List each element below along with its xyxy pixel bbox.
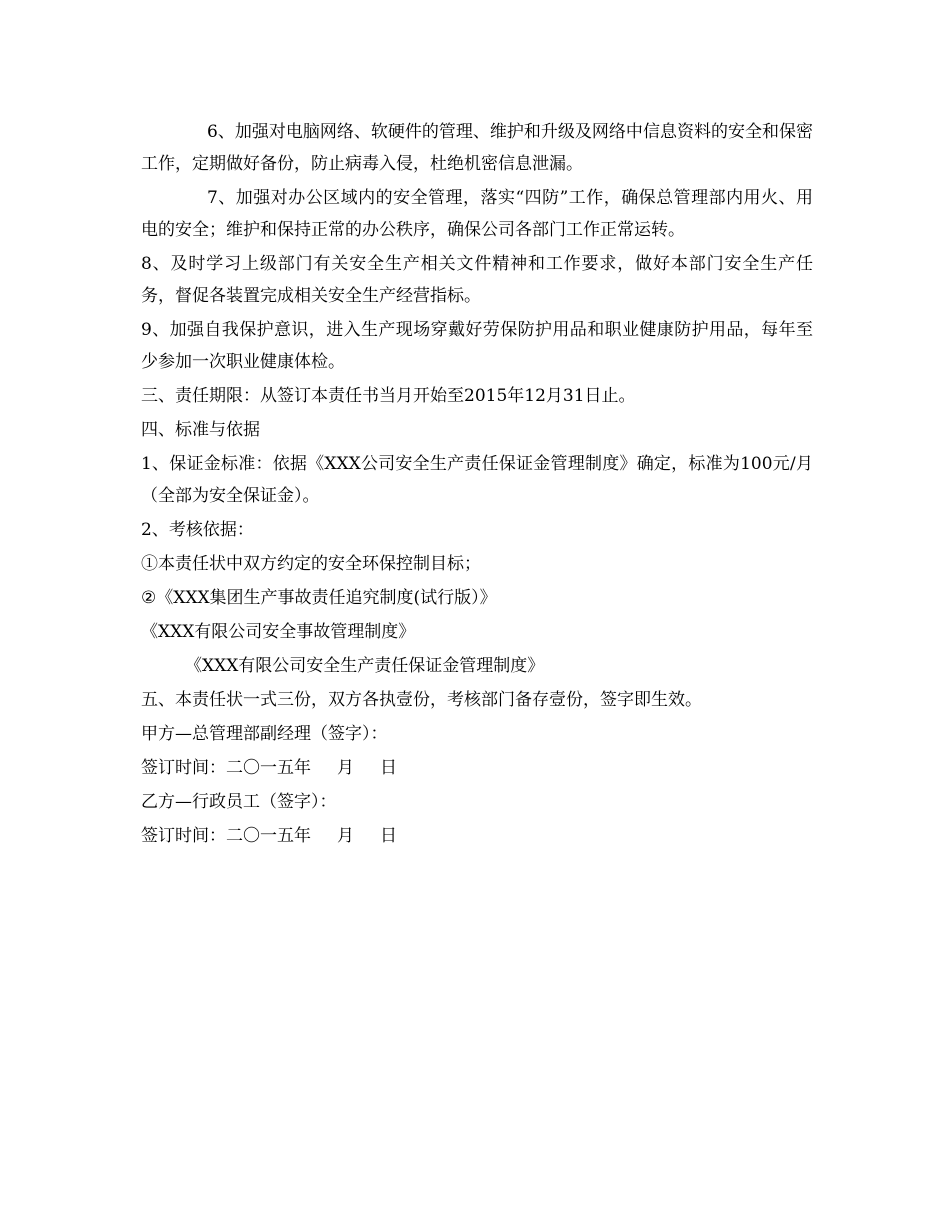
clause-7: 7、加强对办公区域内的安全管理，落实“四防”工作，确保总管理部内用火、用电的安全；维护和保持正常的办公秩序，确保公司各部门工作正常运转。 <box>141 188 813 240</box>
party-a-signature: 甲方—总管理部副经理（签字）： <box>141 724 388 744</box>
sign-date-day: 日 <box>380 826 397 846</box>
party-b-signature: 乙方—行政员工（签字）： <box>141 792 337 812</box>
sign-date-month: 月 <box>337 758 354 778</box>
assessment-basis-1: ①本责任状中双方约定的安全环保控制目标； <box>141 554 481 574</box>
sign-date-day: 日 <box>380 758 397 778</box>
party-a-sign-date <box>141 752 813 784</box>
section-5-copies: 五、本责任状一式三份，双方各执壹份，考核部门备存壹份，签字即生效。 <box>141 690 702 710</box>
sign-date-label: 签订时间：二〇一五年 <box>141 826 311 846</box>
section-4-heading: 四、标准与依据 <box>141 420 260 440</box>
section-4-deposit-standard: 1、保证金标准：依据《XXX公司安全生产责任保证金管理制度》确定，标准为100元/月（全部为安全保证金）。 <box>141 454 813 506</box>
document-body <box>141 116 813 854</box>
assessment-basis-3: 《XXX有限公司安全事故管理制度》 <box>141 622 416 642</box>
party-b-sign-date <box>141 820 813 852</box>
assessment-basis-4: 《XXX有限公司安全生产责任保证金管理制度》 <box>185 656 545 676</box>
sign-date-month: 月 <box>337 826 354 846</box>
clause-8: 8、及时学习上级部门有关安全生产相关文件精神和工作要求，做好本部门安全生产任务，督促各装置完成相关安全生产经营指标。 <box>141 254 813 306</box>
sign-date-label: 签订时间：二〇一五年 <box>141 758 311 778</box>
section-3-term: 三、责任期限：从签订本责任书当月开始至2015年12月31日止。 <box>141 386 636 406</box>
section-4-assessment-heading: 2、考核依据： <box>141 520 254 540</box>
clause-9: 9、加强自我保护意识，进入生产现场穿戴好劳保防护用品和职业健康防护用品，每年至少参加一次职业健康体检。 <box>141 320 813 372</box>
assessment-basis-2: ②《XXX集团生产事故责任追究制度(试行版）》 <box>141 588 497 608</box>
clause-6: 6、加强对电脑网络、软硬件的管理、维护和升级及网络中信息资料的安全和保密工作，定期做好备份，防止病毒入侵，杜绝机密信息泄漏。 <box>141 122 813 174</box>
